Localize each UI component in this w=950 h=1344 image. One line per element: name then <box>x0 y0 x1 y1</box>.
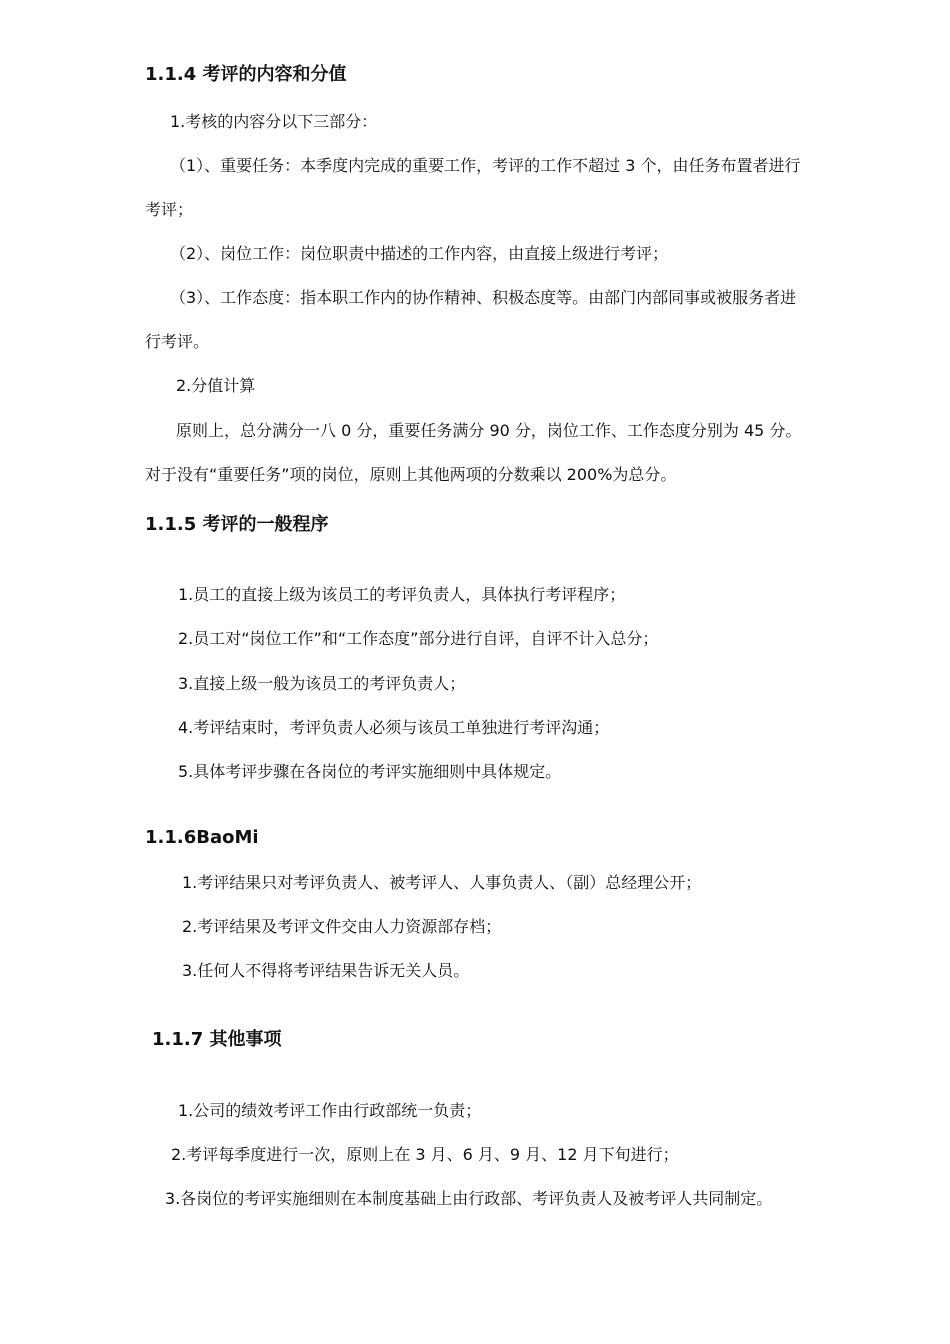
list-item: 1.公司的绩效考评工作由行政部统一负责； <box>178 1101 482 1120</box>
section-heading-1-1-6: 1.1.6BaoMi <box>145 827 259 848</box>
list-item: 4.考评结束时，考评负责人必须与该员工单独进行考评沟通； <box>178 718 610 737</box>
paragraph-content-intro: 1.考核的内容分以下三部分： <box>170 112 378 131</box>
paragraph-score-calculation: 2.分值计算 <box>176 376 256 395</box>
list-item: 2.考评每季度进行一次，原则上在 3 月、6 月、9 月、12 月下旬进行； <box>171 1145 679 1164</box>
list-item: 2.员工对“岗位工作”和“工作态度”部分进行自评，自评不计入总分； <box>178 629 659 648</box>
list-item: 1.考评结果只对考评负责人、被考评人、人事负责人、（副）总经理公开； <box>182 873 702 892</box>
paragraph-work-attitude-line2: 行考评。 <box>145 332 210 351</box>
list-item: 2.考评结果及考评文件交由人力资源部存档； <box>182 917 502 936</box>
paragraph-important-tasks-line1: （1）、重要任务：本季度内完成的重要工作，考评的工作不超过 3 个，由任务布置者进行 <box>170 156 801 175</box>
list-item: 3.各岗位的考评实施细则在本制度基础上由行政部、考评负责人及被考评人共同制定。 <box>165 1189 773 1208</box>
list-item: 5.具体考评步骤在各岗位的考评实施细则中具体规定。 <box>178 762 562 781</box>
section-heading-1-1-5: 1.1.5 考评的一般程序 <box>145 514 329 535</box>
paragraph-score-rule-line2: 对于没有“重要任务”项的岗位，原则上其他两项的分数乘以 200%为总分。 <box>145 465 677 484</box>
paragraph-work-attitude-line1: （3）、工作态度：指本职工作内的协作精神、积极态度等。由部门内部同事或被服务者进 <box>170 288 797 307</box>
paragraph-score-rule-line1: 原则上，总分满分一八 0 分，重要任务满分 90 分，岗位工作、工作态度分别为 45 分。 <box>176 421 802 440</box>
paragraph-job-work: （2）、岗位工作：岗位职责中描述的工作内容，由直接上级进行考评； <box>170 244 669 263</box>
list-item: 1.员工的直接上级为该员工的考评负责人，具体执行考评程序； <box>178 585 626 604</box>
section-heading-1-1-7: 1.1.7 其他事项 <box>152 1029 282 1050</box>
section-heading-1-1-4: 1.1.4 考评的内容和分值 <box>145 64 347 85</box>
list-item: 3.任何人不得将考评结果告诉无关人员。 <box>182 961 470 980</box>
paragraph-important-tasks-line2: 考评； <box>145 200 194 219</box>
list-item: 3.直接上级一般为该员工的考评负责人； <box>178 674 466 693</box>
